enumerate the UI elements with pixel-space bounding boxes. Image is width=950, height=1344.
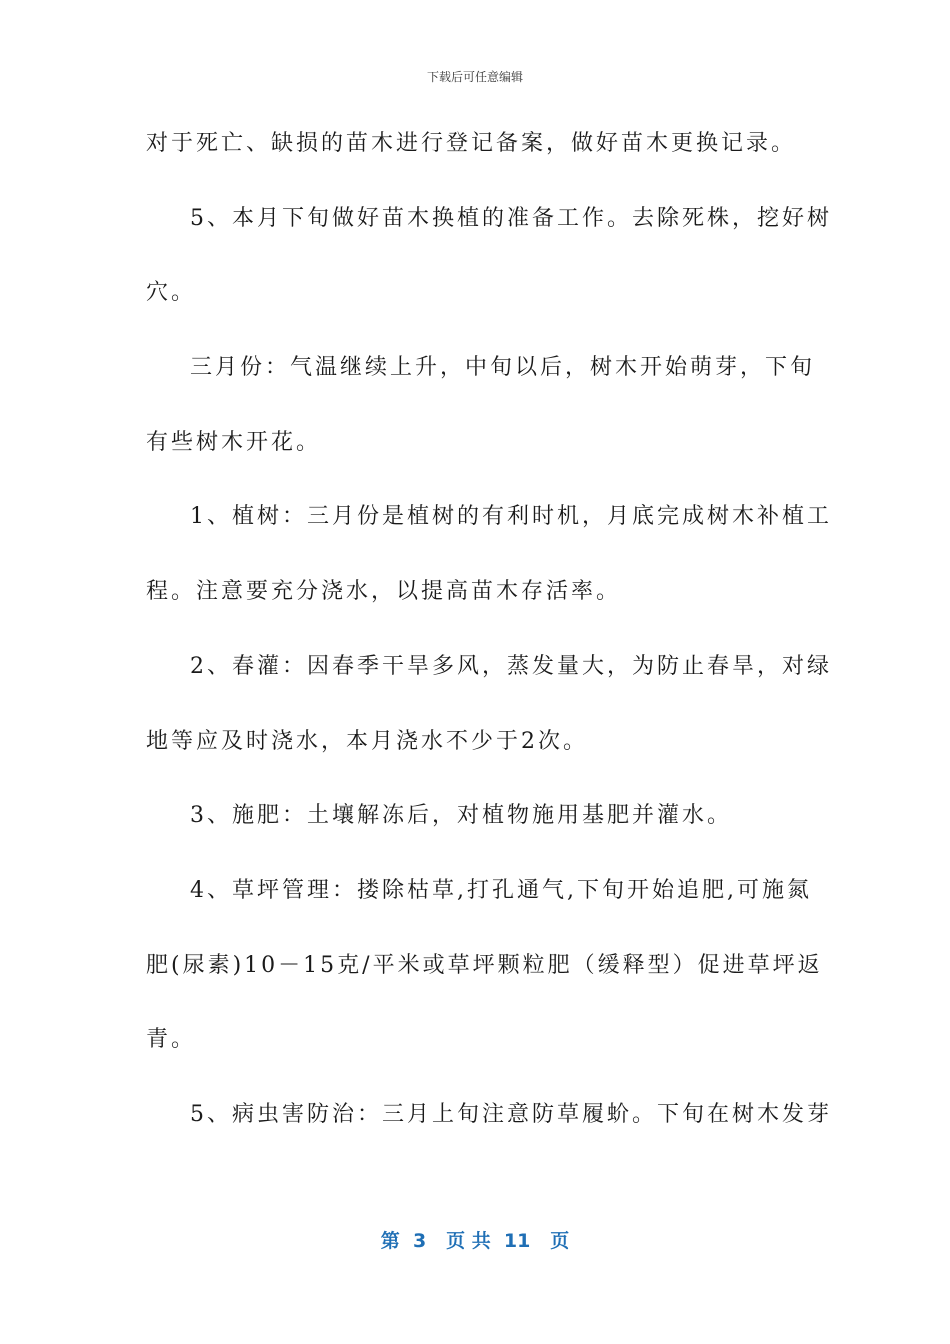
text-line: 2、春灌：因春季干旱多风，蒸发量大，为防止春旱，对绿 xyxy=(190,653,832,679)
header-note: 下载后可任意编辑 xyxy=(426,70,523,84)
document-body xyxy=(146,122,832,1168)
text-line: 3、施肥：土壤解冻后，对植物施用基肥并灌水。 xyxy=(190,803,732,829)
text-line: 青。 xyxy=(146,1027,197,1053)
text-line: 程。注意要充分浇水，以提高苗木存活率。 xyxy=(146,579,622,605)
text-line: 4、草坪管理：搂除枯草,打孔通气,下旬开始追肥,可施氮 xyxy=(190,877,812,903)
text-line: 肥(尿素)10－15克/平米或草坪颗粒肥（缓释型）促进草坪返 xyxy=(146,952,823,978)
text-line: 地等应及时浇水，本月浇水不少于2次。 xyxy=(146,728,588,754)
text-line: 有些树木开花。 xyxy=(146,429,322,455)
text-line: 1、植树：三月份是植树的有利时机，月底完成树木补植工 xyxy=(190,504,832,530)
text-line: 对于死亡、缺损的苗木进行登记备案，做好苗木更换记录。 xyxy=(146,131,797,156)
text-line: 5、病虫害防治：三月上旬注意防草履蚧。下旬在树木发芽 xyxy=(190,1101,832,1127)
page-number-footer: 第 3 页 共 11 页 xyxy=(380,1230,570,1252)
text-line: 三月份：气温继续上升，中旬以后，树木开始萌芽，下旬 xyxy=(190,355,816,381)
text-line: 5、本月下旬做好苗木换植的准备工作。去除死株，挖好树 xyxy=(190,205,832,231)
text-line: 穴。 xyxy=(146,280,197,306)
